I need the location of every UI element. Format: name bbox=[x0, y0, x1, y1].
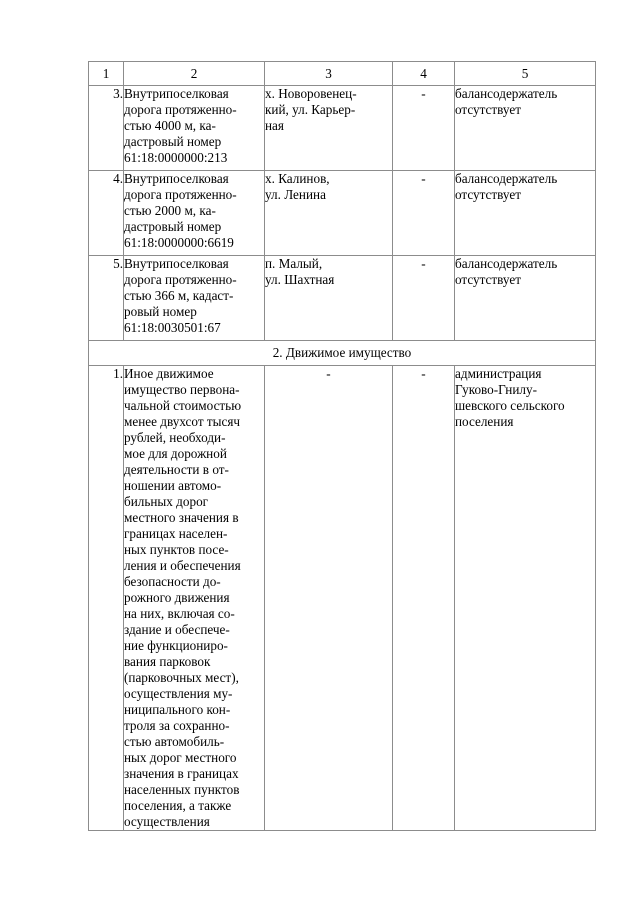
header-cell-3: 3 bbox=[265, 62, 393, 86]
balance-holder bbox=[455, 86, 596, 171]
property-name bbox=[124, 366, 265, 831]
text-line: мое для дорожной bbox=[124, 446, 227, 461]
balance-holder bbox=[455, 366, 596, 831]
text-line: поселения bbox=[455, 414, 514, 429]
row-number: 3. bbox=[89, 86, 124, 171]
property-table bbox=[88, 61, 596, 831]
text-line: Внутрипоселковая bbox=[124, 171, 229, 186]
header-cell-4: 4 bbox=[393, 62, 455, 86]
text-line: п. Малый, bbox=[265, 256, 323, 271]
text-line: ул. Шахтная bbox=[265, 272, 335, 287]
text-line: ул. Ленина bbox=[265, 187, 326, 202]
text-line: отсутствует bbox=[455, 102, 521, 117]
text-line: ровый номер bbox=[124, 304, 197, 319]
text-line: стью 2000 м, ка- bbox=[124, 203, 216, 218]
header-cell-5: 5 bbox=[455, 62, 596, 86]
text-line: границах населен- bbox=[124, 526, 228, 541]
text-line: Внутрипоселковая bbox=[124, 256, 229, 271]
col4-value: - bbox=[393, 256, 455, 341]
text-line: 61:18:0000000:213 bbox=[124, 150, 228, 165]
text-line: населенных пунктов bbox=[124, 782, 240, 797]
section-row bbox=[89, 341, 596, 366]
text-line: х. Новоровенец- bbox=[265, 86, 357, 101]
text-line: осуществления bbox=[124, 814, 210, 829]
text-line: дастровый номер bbox=[124, 134, 222, 149]
text-line: администрация bbox=[455, 366, 542, 381]
text-line: балансодержатель bbox=[455, 171, 558, 186]
text-line: рублей, необходи- bbox=[124, 430, 226, 445]
text-line: шевского сельского bbox=[455, 398, 565, 413]
text-line: ных дорог местного bbox=[124, 750, 237, 765]
text-line: имущество первона- bbox=[124, 382, 240, 397]
text-line: (парковочных мест), bbox=[124, 670, 239, 685]
property-address bbox=[265, 171, 393, 256]
header-row bbox=[89, 62, 596, 86]
text-line: дорога протяженно- bbox=[124, 187, 237, 202]
property-address bbox=[265, 256, 393, 341]
text-line: на них, включая со- bbox=[124, 606, 235, 621]
text-line: безопасности до- bbox=[124, 574, 221, 589]
property-name bbox=[124, 171, 265, 256]
text-line: ниципального кон- bbox=[124, 702, 231, 717]
text-line: кий, ул. Карьер- bbox=[265, 102, 356, 117]
text-line: балансодержатель bbox=[455, 86, 558, 101]
col3-value: - bbox=[265, 366, 393, 831]
table-row bbox=[89, 256, 596, 341]
property-name bbox=[124, 256, 265, 341]
text-line: балансодержатель bbox=[455, 256, 558, 271]
text-line: менее двухсот тысяч bbox=[124, 414, 241, 429]
text-line: Внутрипоселковая bbox=[124, 86, 229, 101]
balance-holder bbox=[455, 171, 596, 256]
text-line: 61:18:0030501:67 bbox=[124, 320, 221, 335]
text-line: ления и обеспечения bbox=[124, 558, 241, 573]
col4-value: - bbox=[393, 171, 455, 256]
property-address bbox=[265, 86, 393, 171]
text-line: осуществления му- bbox=[124, 686, 233, 701]
text-line: стью автомобиль- bbox=[124, 734, 225, 749]
table-row bbox=[89, 366, 596, 831]
row-number: 1. bbox=[89, 366, 124, 831]
table-row bbox=[89, 171, 596, 256]
text-line: троля за сохранно- bbox=[124, 718, 230, 733]
text-line: деятельности в от- bbox=[124, 462, 229, 477]
text-line: местного значения в bbox=[124, 510, 239, 525]
text-line: чальной стоимостью bbox=[124, 398, 242, 413]
text-line: ние функциониро- bbox=[124, 638, 228, 653]
text-line: ношении автомо- bbox=[124, 478, 222, 493]
text-line: Иное движимое bbox=[124, 366, 214, 381]
header-cell-2: 2 bbox=[124, 62, 265, 86]
text-line: х. Калинов, bbox=[265, 171, 330, 186]
text-line: бильных дорог bbox=[124, 494, 209, 509]
table-row bbox=[89, 86, 596, 171]
text-line: ная bbox=[265, 118, 284, 133]
balance-holder bbox=[455, 256, 596, 341]
text-line: дастровый номер bbox=[124, 219, 222, 234]
col4-value: - bbox=[393, 366, 455, 831]
text-line: дорога протяженно- bbox=[124, 102, 237, 117]
text-line: Гуково-Гнилу- bbox=[455, 382, 537, 397]
text-line: здание и обеспече- bbox=[124, 622, 230, 637]
property-name bbox=[124, 86, 265, 171]
text-line: отсутствует bbox=[455, 187, 521, 202]
text-line: 61:18:0000000:6619 bbox=[124, 235, 234, 250]
text-line: стью 4000 м, ка- bbox=[124, 118, 216, 133]
header-cell-1: 1 bbox=[89, 62, 124, 86]
text-line: стью 366 м, кадаст- bbox=[124, 288, 234, 303]
section-title: 2. Движимое имущество bbox=[89, 341, 596, 366]
text-line: значения в границах bbox=[124, 766, 239, 781]
text-line: ных пунктов посе- bbox=[124, 542, 229, 557]
text-line: рожного движения bbox=[124, 590, 230, 605]
row-number: 5. bbox=[89, 256, 124, 341]
col4-value: - bbox=[393, 86, 455, 171]
text-line: отсутствует bbox=[455, 272, 521, 287]
text-line: вания парковок bbox=[124, 654, 211, 669]
text-line: дорога протяженно- bbox=[124, 272, 237, 287]
row-number: 4. bbox=[89, 171, 124, 256]
text-line: поселения, а также bbox=[124, 798, 232, 813]
